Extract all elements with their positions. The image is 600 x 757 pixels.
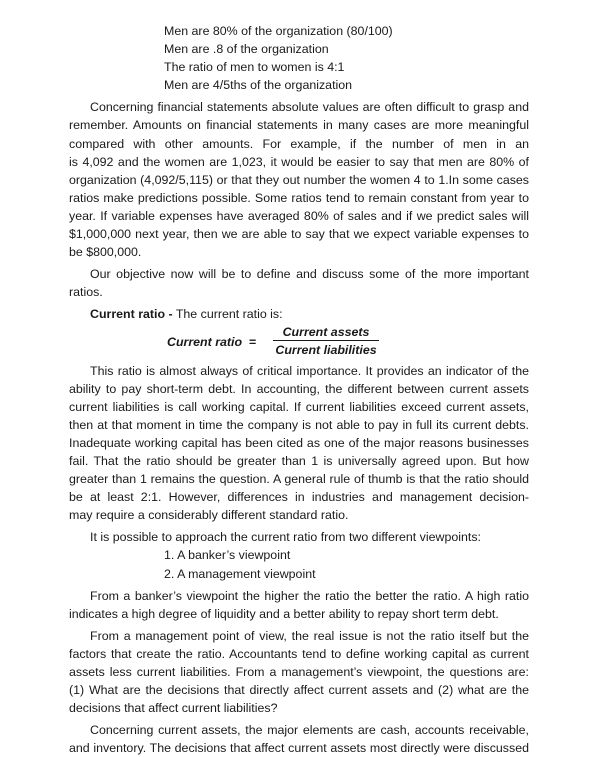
list-item: Men are 80% of the organization (80/100) <box>164 24 393 38</box>
text-line: is 4,092 and the women are 1,023, it would be easier to say that men are 80% of <box>69 154 529 169</box>
formula-denominator: Current liabilities <box>275 342 377 357</box>
text-line: factors that create the ratio. Accountants tend to define working capital as current <box>69 646 529 661</box>
viewpoint-list <box>69 546 529 582</box>
text-line: (1) What are the decisions that directly affect current assets and (2) what are the <box>69 683 529 698</box>
list-item: 1. A banker’s viewpoint <box>164 548 291 563</box>
list-item: 2. A management viewpoint <box>164 566 316 581</box>
text-line: be at least 2:1. However, differences in industries and management decision- <box>69 490 529 505</box>
list-item: The ratio of men to women is 4:1 <box>164 60 345 75</box>
text-line: may require a considerably different standard ratio. <box>69 508 349 523</box>
text-line: greater than 1 remains the question. A general rule of thumb is that the ratio should <box>69 472 529 487</box>
text-line: organization (4,092/5,115) or that they out number the women 4 to 1.In some cases <box>69 172 529 187</box>
text-line: ratios. <box>69 285 103 300</box>
text-line: From a banker’s viewpoint the higher the ratio the better the ratio. A high ratio <box>90 588 529 603</box>
text-line: decisions that affect current liabilities? <box>69 701 278 716</box>
list-item: Men are .8 of the organization <box>164 42 329 57</box>
text-line: This ratio is almost always of critical importance. It provides an indicator of the <box>90 363 529 378</box>
text-line: year. If variable expenses have averaged 80% of sales and if we predict sales will <box>69 208 529 223</box>
text-line: From a management point of view, the real issue is not the ratio itself but the <box>90 628 529 643</box>
text-line: compared with other amounts. For example, if the number of men in an <box>69 136 529 151</box>
paragraph-viewpoints-intro: It is possible to approach the current ratio from two different viewpoints: <box>90 530 481 545</box>
text-line: Concerning current assets, the major elements are cash, accounts receivable, <box>90 723 529 738</box>
text-line: fail. That the ratio should be greater than 1 is universally agreed upon. But how <box>69 453 529 468</box>
text-line: remember. Amounts on financial statements in many cases are more meaningful <box>69 118 529 133</box>
text-line: indicates a high degree of liquidity and a better ability to repay short term debt. <box>69 606 499 621</box>
current-ratio-formula <box>69 324 529 362</box>
paragraph-management <box>69 627 529 717</box>
formula-equals: = <box>249 334 257 349</box>
formula-numerator: Current assets <box>273 324 379 341</box>
paragraph-ratios-intro <box>69 98 529 261</box>
heading-bold: Current ratio - <box>90 307 173 322</box>
bullet-list <box>69 22 529 94</box>
text-line: Concerning financial statements absolute values are often difficult to grasp and <box>90 100 529 115</box>
text-line: Inadequate working capital has been cited as one of the major reasons businesses <box>69 435 529 450</box>
current-ratio-heading <box>69 305 529 323</box>
text-line: ratios make predictions possible. Some ratios tend to remain constant from year to <box>69 190 529 205</box>
paragraph-current-assets <box>69 721 529 757</box>
text-line: $1,000,000 next year, then we are able to say that we expect variable expenses to <box>69 227 529 242</box>
text-line: assets less current liabilities. From a management’s viewpoint, the questions are: <box>69 665 529 679</box>
list-item: Men are 4/5ths of the organization <box>164 78 353 93</box>
heading-rest: The current ratio is: <box>172 307 283 322</box>
formula-lhs: Current ratio <box>167 334 243 349</box>
paragraph-banker <box>69 587 529 623</box>
text-line: Our objective now will be to define and discuss some of the more important <box>90 267 529 282</box>
formula-fraction <box>273 324 379 359</box>
paragraph-objective <box>69 265 529 301</box>
text-line: current liabilities is call working capital. If current liabilities exceed current assets, <box>69 399 529 414</box>
paragraph-importance <box>69 362 529 525</box>
text-line: be $800,000. <box>69 245 142 260</box>
text-line: ability to pay short-term debt. In accounting, the different between current assets <box>69 381 529 396</box>
text-line: and inventory. The decisions that affect current assets most directly were discussed <box>69 741 529 756</box>
text-line: then at that moment in time the company is not able to pay in full its current debts. <box>69 417 529 432</box>
document-page <box>69 22 529 757</box>
